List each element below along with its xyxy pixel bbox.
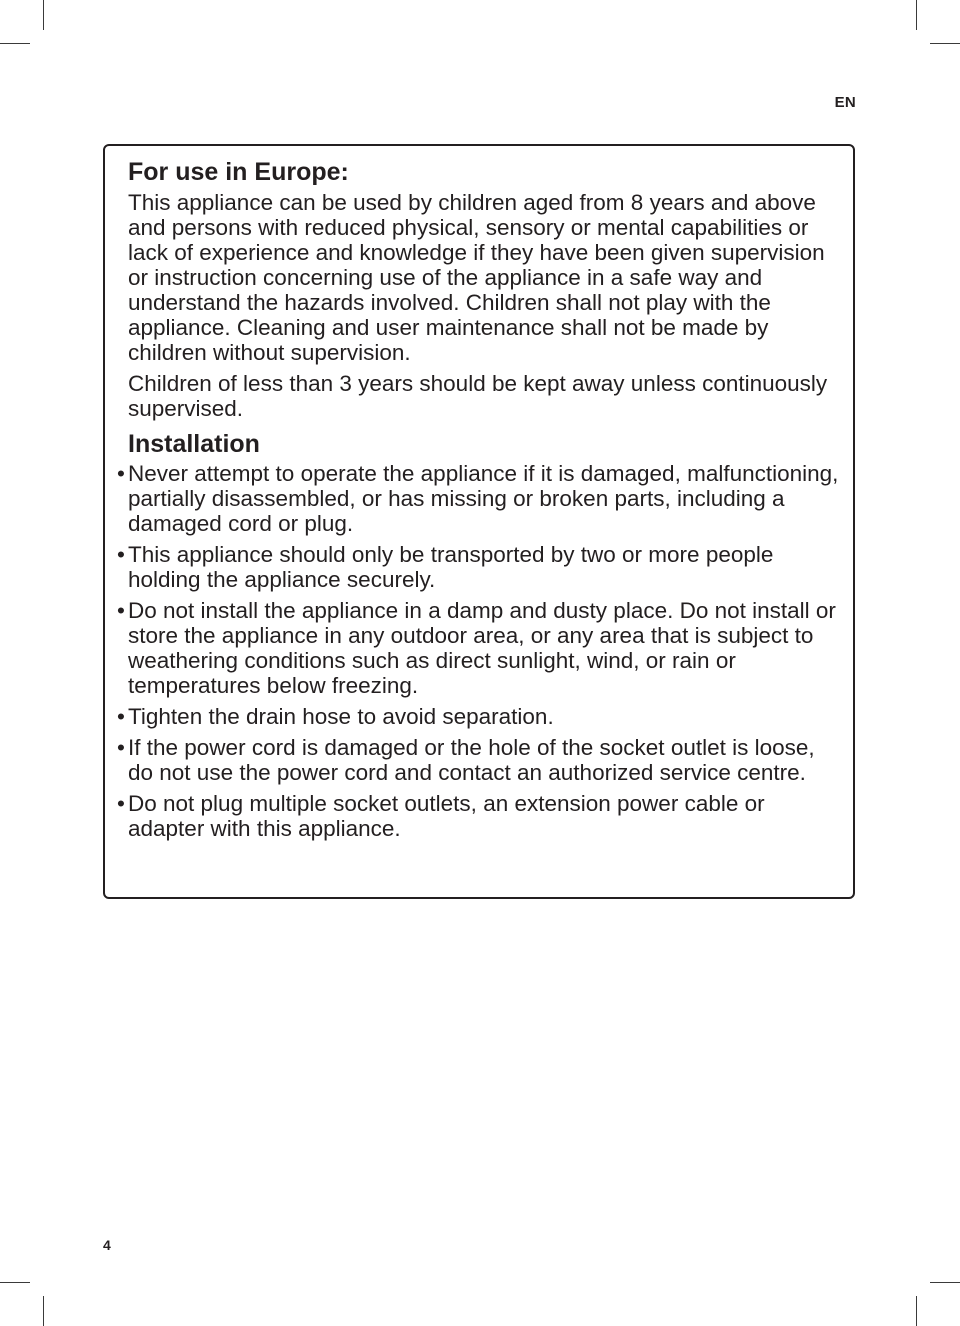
crop-mark-bottom-right-horizontal xyxy=(930,1282,960,1283)
safety-notice-content xyxy=(117,156,839,847)
europe-paragraph: Children of less than 3 years should be kept away unless continuously supervised. xyxy=(128,371,828,421)
bullet-icon: • xyxy=(117,791,125,816)
installation-heading: Installation xyxy=(128,430,260,458)
installation-item-text: Tighten the drain hose to avoid separation. xyxy=(128,704,554,729)
crop-mark-top-right-horizontal xyxy=(930,43,960,44)
installation-item xyxy=(117,598,839,698)
crop-mark-top-right-vertical xyxy=(916,0,917,30)
language-tag: EN xyxy=(834,94,856,111)
installation-item xyxy=(117,704,839,729)
bullet-icon: • xyxy=(117,598,125,623)
crop-mark-top-left-horizontal xyxy=(0,43,30,44)
bullet-icon: • xyxy=(117,704,125,729)
europe-heading: For use in Europe: xyxy=(128,158,349,186)
installation-item-text: If the power cord is damaged or the hole of the socket outlet is loose, do not use the power cord and contact an authorized service centre. xyxy=(128,735,815,785)
bullet-icon: • xyxy=(117,542,125,567)
installation-item-text: Do not plug multiple socket outlets, an extension power cable or adapter with this appliance. xyxy=(128,791,765,841)
europe-paragraph: This appliance can be used by children aged from 8 years and above and persons with reduced physical, sensory or mental capabilities or lack of experience and knowledge if they have been given supervision or instruction concerning use of the appliance in a safe way and understand the hazards involved. Children shall not play with the appliance. Cleaning and user maintenance shall not be made by children without supervision. xyxy=(128,190,825,365)
page-number: 4 xyxy=(103,1237,111,1253)
installation-item xyxy=(117,542,839,592)
installation-item xyxy=(117,791,839,841)
crop-mark-top-left-vertical xyxy=(43,0,44,30)
installation-item-text: Never attempt to operate the appliance if it is damaged, malfunctioning, partially disassembled, or has missing or broken parts, including a damaged cord or plug. xyxy=(128,461,839,536)
bullet-icon: • xyxy=(117,461,125,486)
crop-mark-bottom-right-vertical xyxy=(916,1296,917,1326)
installation-item-text: This appliance should only be transported by two or more people holding the appliance securely. xyxy=(128,542,774,592)
installation-item xyxy=(117,735,839,785)
bullet-icon: • xyxy=(117,735,125,760)
crop-mark-bottom-left-vertical xyxy=(43,1296,44,1326)
installation-list xyxy=(117,461,839,841)
installation-item-text: Do not install the appliance in a damp and dusty place. Do not install or store the appliance in any outdoor area, or any area that is subject to weathering conditions such as direct sunlight, wind, or rain or temperatures below freezing. xyxy=(128,598,836,698)
installation-item xyxy=(117,461,839,536)
crop-mark-bottom-left-horizontal xyxy=(0,1282,30,1283)
safety-notice-box xyxy=(103,144,855,899)
